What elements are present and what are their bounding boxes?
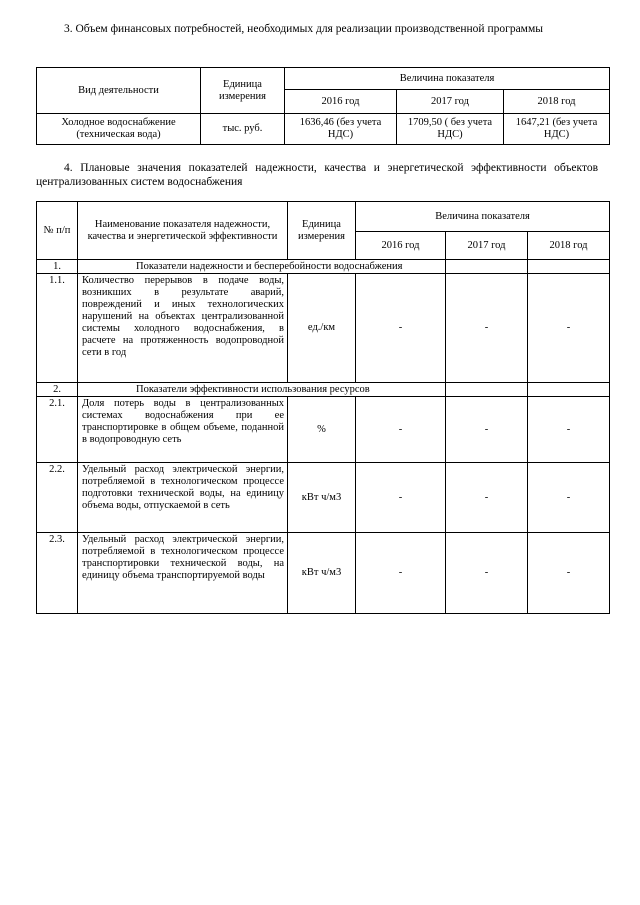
- table-row: [37, 114, 610, 145]
- indicator-name: Доля потерь воды в централизованных системах водоснабжения при ее транспортировке в общем объеме, поданной в водопроводную сеть: [78, 397, 288, 463]
- value-cell: -: [528, 397, 610, 463]
- header-value: Величина показателя: [356, 202, 610, 232]
- header-year: 2017 год: [397, 90, 504, 114]
- financial-needs-table: [36, 67, 610, 145]
- group-title: Показатели надежности и бесперебойности водоснабжения: [78, 260, 446, 274]
- header-year: 2018 год: [528, 232, 610, 260]
- value-cell: -: [356, 533, 446, 614]
- row-number: 2.3.: [37, 533, 78, 614]
- empty-cell: [528, 260, 610, 274]
- value-cell: 1647,21 (без учета НДС): [504, 114, 610, 145]
- row-number: 2.: [37, 383, 78, 397]
- value-cell: -: [446, 397, 528, 463]
- unit-cell: тыс. руб.: [201, 114, 285, 145]
- row-number: 1.1.: [37, 274, 78, 383]
- value-cell: -: [356, 397, 446, 463]
- header-year: 2018 год: [504, 90, 610, 114]
- value-cell: -: [528, 533, 610, 614]
- value-cell: -: [446, 533, 528, 614]
- unit-cell: %: [288, 397, 356, 463]
- group-row: [37, 383, 610, 397]
- group-row: [37, 260, 610, 274]
- table-row: [37, 397, 610, 463]
- indicator-name: Удельный расход электрической энергии, потребляемой в технологическом процессе транспортировки технической воды, на единицу объема транспортируемой воды: [78, 533, 288, 614]
- table-row: [37, 533, 610, 614]
- value-cell: -: [446, 274, 528, 383]
- empty-cell: [446, 260, 528, 274]
- unit-cell: кВт ч/м3: [288, 463, 356, 533]
- header-unit: Единица измерения: [288, 202, 356, 260]
- empty-cell: [446, 383, 528, 397]
- indicator-name: Количество перерывов в подаче воды, возникших в результате аварий, повреждений и иных технологических нарушений на объектах централизованной системы холодного водоснабжения, в расчете на протяженность водопроводной сети в год: [78, 274, 288, 383]
- row-number: 1.: [37, 260, 78, 274]
- activity-cell: Холодное водоснабжение (техническая вода): [37, 114, 201, 145]
- header-value: Величина показателя: [285, 68, 610, 90]
- value-cell: -: [356, 463, 446, 533]
- empty-cell: [528, 383, 610, 397]
- header-num: № п/п: [37, 202, 78, 260]
- table-row: [37, 274, 610, 383]
- header-year: 2016 год: [356, 232, 446, 260]
- section-4-heading: 4. Плановые значения показателей надежности, качества и энергетической эффективности объектов централизованных систем водоснабжения: [36, 162, 598, 188]
- header-year: 2017 год: [446, 232, 528, 260]
- value-cell: -: [446, 463, 528, 533]
- value-cell: 1709,50 ( без учета НДС): [397, 114, 504, 145]
- unit-cell: кВт ч/м3: [288, 533, 356, 614]
- header-year: 2016 год: [285, 90, 397, 114]
- row-number: 2.2.: [37, 463, 78, 533]
- value-cell: -: [528, 274, 610, 383]
- header-name: Наименование показателя надежности, качества и энергетической эффективности: [78, 202, 288, 260]
- table-row: [37, 463, 610, 533]
- section-3-heading: 3. Объем финансовых потребностей, необходимых для реализации производственной программы: [64, 23, 543, 35]
- row-number: 2.1.: [37, 397, 78, 463]
- group-title: Показатели эффективности использования ресурсов: [78, 383, 446, 397]
- value-cell: 1636,46 (без учета НДС): [285, 114, 397, 145]
- header-unit: Единица измерения: [201, 68, 285, 114]
- indicators-table: [36, 201, 610, 614]
- indicator-name: Удельный расход электрической энергии, потребляемой в технологическом процессе подготовки технической воды, на единицу объема воды, отпускаемой в сеть: [78, 463, 288, 533]
- header-activity: Вид деятельности: [37, 68, 201, 114]
- value-cell: -: [528, 463, 610, 533]
- unit-cell: ед./км: [288, 274, 356, 383]
- value-cell: -: [356, 274, 446, 383]
